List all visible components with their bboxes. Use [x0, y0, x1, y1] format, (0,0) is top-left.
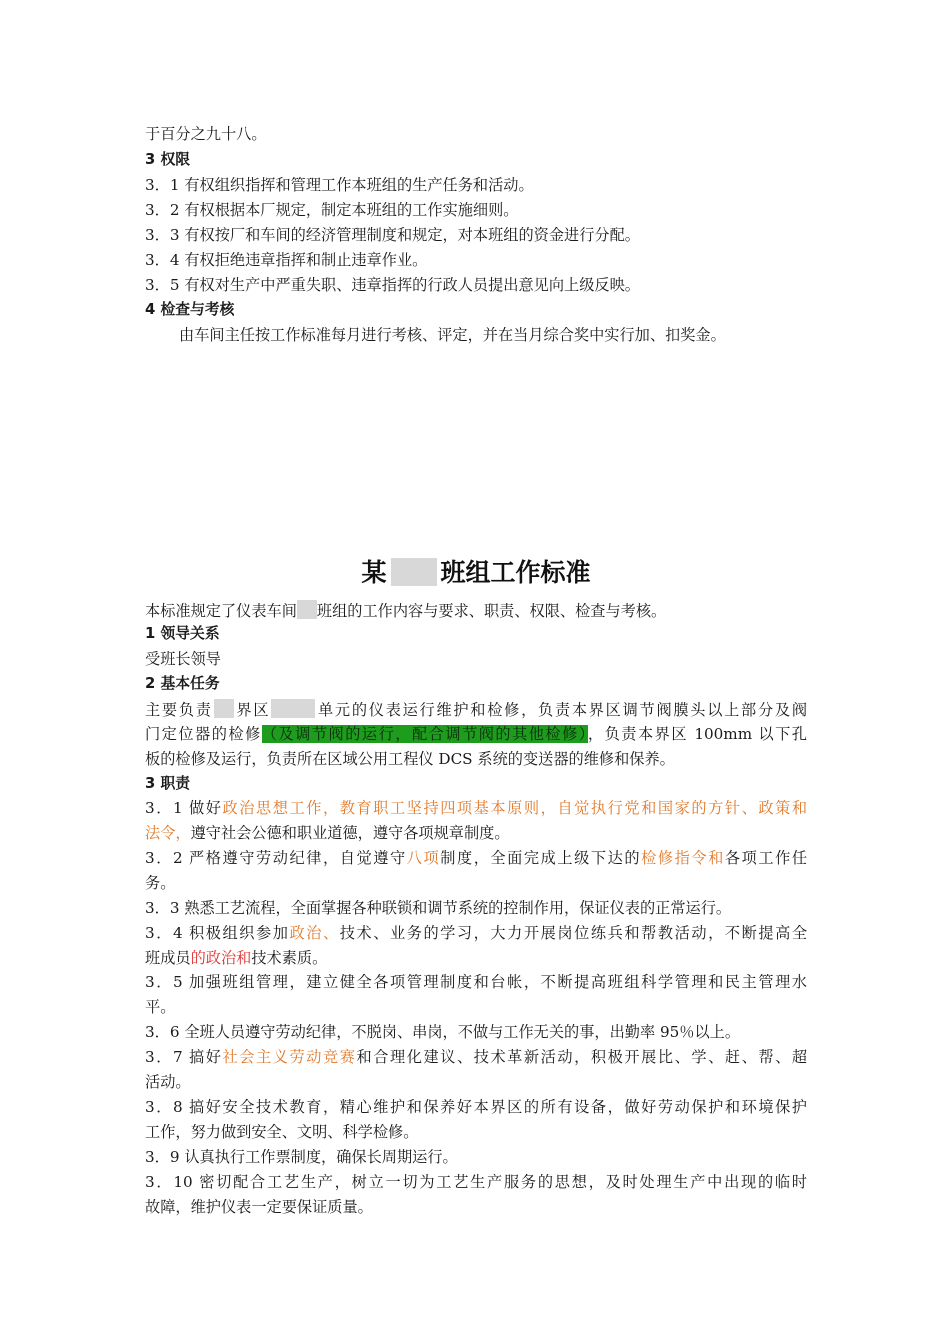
duty-line: 3．9 认真执行工作票制度，确保长周期运行。 [145, 1148, 458, 1166]
duty-line [145, 948, 807, 968]
heading-task: 2 基本任务 [145, 675, 220, 692]
duty-line: 3．5 加强班组管理，建立健全各项管理制度和台帐，不断提高班组科学管理和民主管理水 [145, 973, 807, 991]
duty-text: 班成员 [145, 949, 191, 967]
duty-line: 3．3 熟悉工艺流程，全面掌握各种联锁和调节系统的控制作用，保证仪表的正常运行。 [145, 899, 732, 917]
duty-line: 3．6 全班人员遵守劳动纪律，不脱岗、串岗，不做与工作无关的事，出勤率 95％以上。 [145, 1023, 741, 1041]
orange-text: 检修指令和 [641, 849, 725, 867]
task-line: 板的检修及运行，负责所在区域公用工程仪 DCS 系统的变送器的维修和保养。 [145, 750, 675, 768]
duty-line [145, 823, 807, 843]
task-text: 界区 [234, 701, 271, 719]
duty-text: 3．2 严格遵守劳动纪律，自觉遵守 [145, 849, 407, 867]
leadership-text: 受班长领导 [145, 650, 221, 668]
intro-text: 班组的工作内容与要求、职责、权限、检查与考核。 [316, 602, 667, 620]
duty-line: 3．10 密切配合工艺生产，树立一切为工艺生产服务的思想，及时处理生产中出现的临时 [145, 1173, 807, 1191]
duty-line: 3．8 搞好安全技术教育，精心维护和保养好本界区的所有设备，做好劳动保护和环境保护 [145, 1098, 807, 1116]
authority-item: 3．4 有权拒绝违章指挥和制止违章作业。 [145, 251, 428, 269]
authority-item: 3．3 有权按厂和车间的经济管理制度和规定，对本班组的资金进行分配。 [145, 226, 640, 244]
task-text: 单元的仪表运行维护和检修，负责本界区调节阀膜头以上部分及阀 [316, 701, 807, 719]
duty-text: 3．7 搞好 [145, 1048, 223, 1066]
duty-text: 各项工作任 [724, 849, 808, 867]
redacted-box [391, 558, 437, 586]
title-suffix: 班组工作标准 [440, 558, 591, 587]
duty-text: 和合理化建议、技术革新活动，积极开展比、学、赶、帮、超 [356, 1048, 808, 1066]
orange-text: 政治、 [289, 924, 340, 942]
duty-line [145, 1047, 807, 1067]
heading-duties: 3 职责 [145, 775, 191, 792]
orange-text: 社会主义劳动竞赛 [222, 1048, 357, 1066]
task-text: 主要负责 [145, 701, 213, 719]
duty-line [145, 923, 807, 943]
duty-line: 工作，努力做到安全、文明、科学检修。 [145, 1123, 419, 1141]
duty-line [145, 798, 807, 818]
duty-text: 3．1 做好 [145, 799, 223, 817]
redacted-box [214, 699, 234, 718]
authority-item: 3．2 有权根据本厂规定，制定本班组的工作实施细则。 [145, 201, 519, 219]
duty-text: 技术素质。 [251, 949, 328, 967]
task-line [145, 699, 807, 720]
duty-text: 遵守社会公德和职业道德，遵守各项规章制度。 [190, 824, 510, 842]
heading-check: 4 检查与考核 [145, 301, 235, 318]
duty-text: 制度，全面完成上级下达的 [440, 849, 642, 867]
intro-line [145, 600, 807, 621]
intro-text: 本标准规定了仪表车间 [145, 602, 297, 620]
orange-text: 法令， [145, 824, 191, 842]
continuation-line: 于百分之九十八。 [145, 125, 267, 143]
task-text: 门定位器的检修 [145, 725, 262, 743]
duty-text: 技术、业务的学习，大力开展岗位练兵和帮教活动，不断提高全 [339, 924, 808, 942]
highlighted-text: （及调节阀的运行，配合调节阀的其他检修） [261, 725, 588, 743]
duty-line: 活动。 [145, 1073, 191, 1091]
red-text: 的政治和 [190, 949, 252, 967]
redacted-box [297, 600, 317, 619]
orange-text: 政治思想工作，教育职工坚持四项基本原则，自觉执行党和国家的方针、政策和 [222, 799, 808, 817]
duty-line: 故障，维护仪表一定要保证质量。 [145, 1198, 373, 1216]
task-line [145, 724, 807, 744]
duty-line [145, 848, 807, 868]
heading-leadership: 1 领导关系 [145, 625, 220, 642]
check-text: 由车间主任按工作标准每月进行考核、评定，并在当月综合奖中实行加、扣奖金。 [179, 326, 726, 344]
authority-item: 3．1 有权组织指挥和管理工作本班组的生产任务和活动。 [145, 176, 534, 194]
task-text: ，负责本界区 100mm 以下孔 [587, 725, 807, 743]
redacted-box [271, 699, 315, 718]
page-title [145, 556, 807, 590]
authority-item: 3．5 有权对生产中严重失职、违章指挥的行政人员提出意见向上级反映。 [145, 276, 640, 294]
duty-line: 务。 [145, 874, 176, 892]
heading-authority: 3 权限 [145, 151, 191, 168]
title-prefix: 某 [361, 558, 387, 587]
duty-line: 平。 [145, 998, 176, 1016]
duty-text: 3．4 积极组织参加 [145, 924, 290, 942]
orange-text: 八项 [406, 849, 441, 867]
